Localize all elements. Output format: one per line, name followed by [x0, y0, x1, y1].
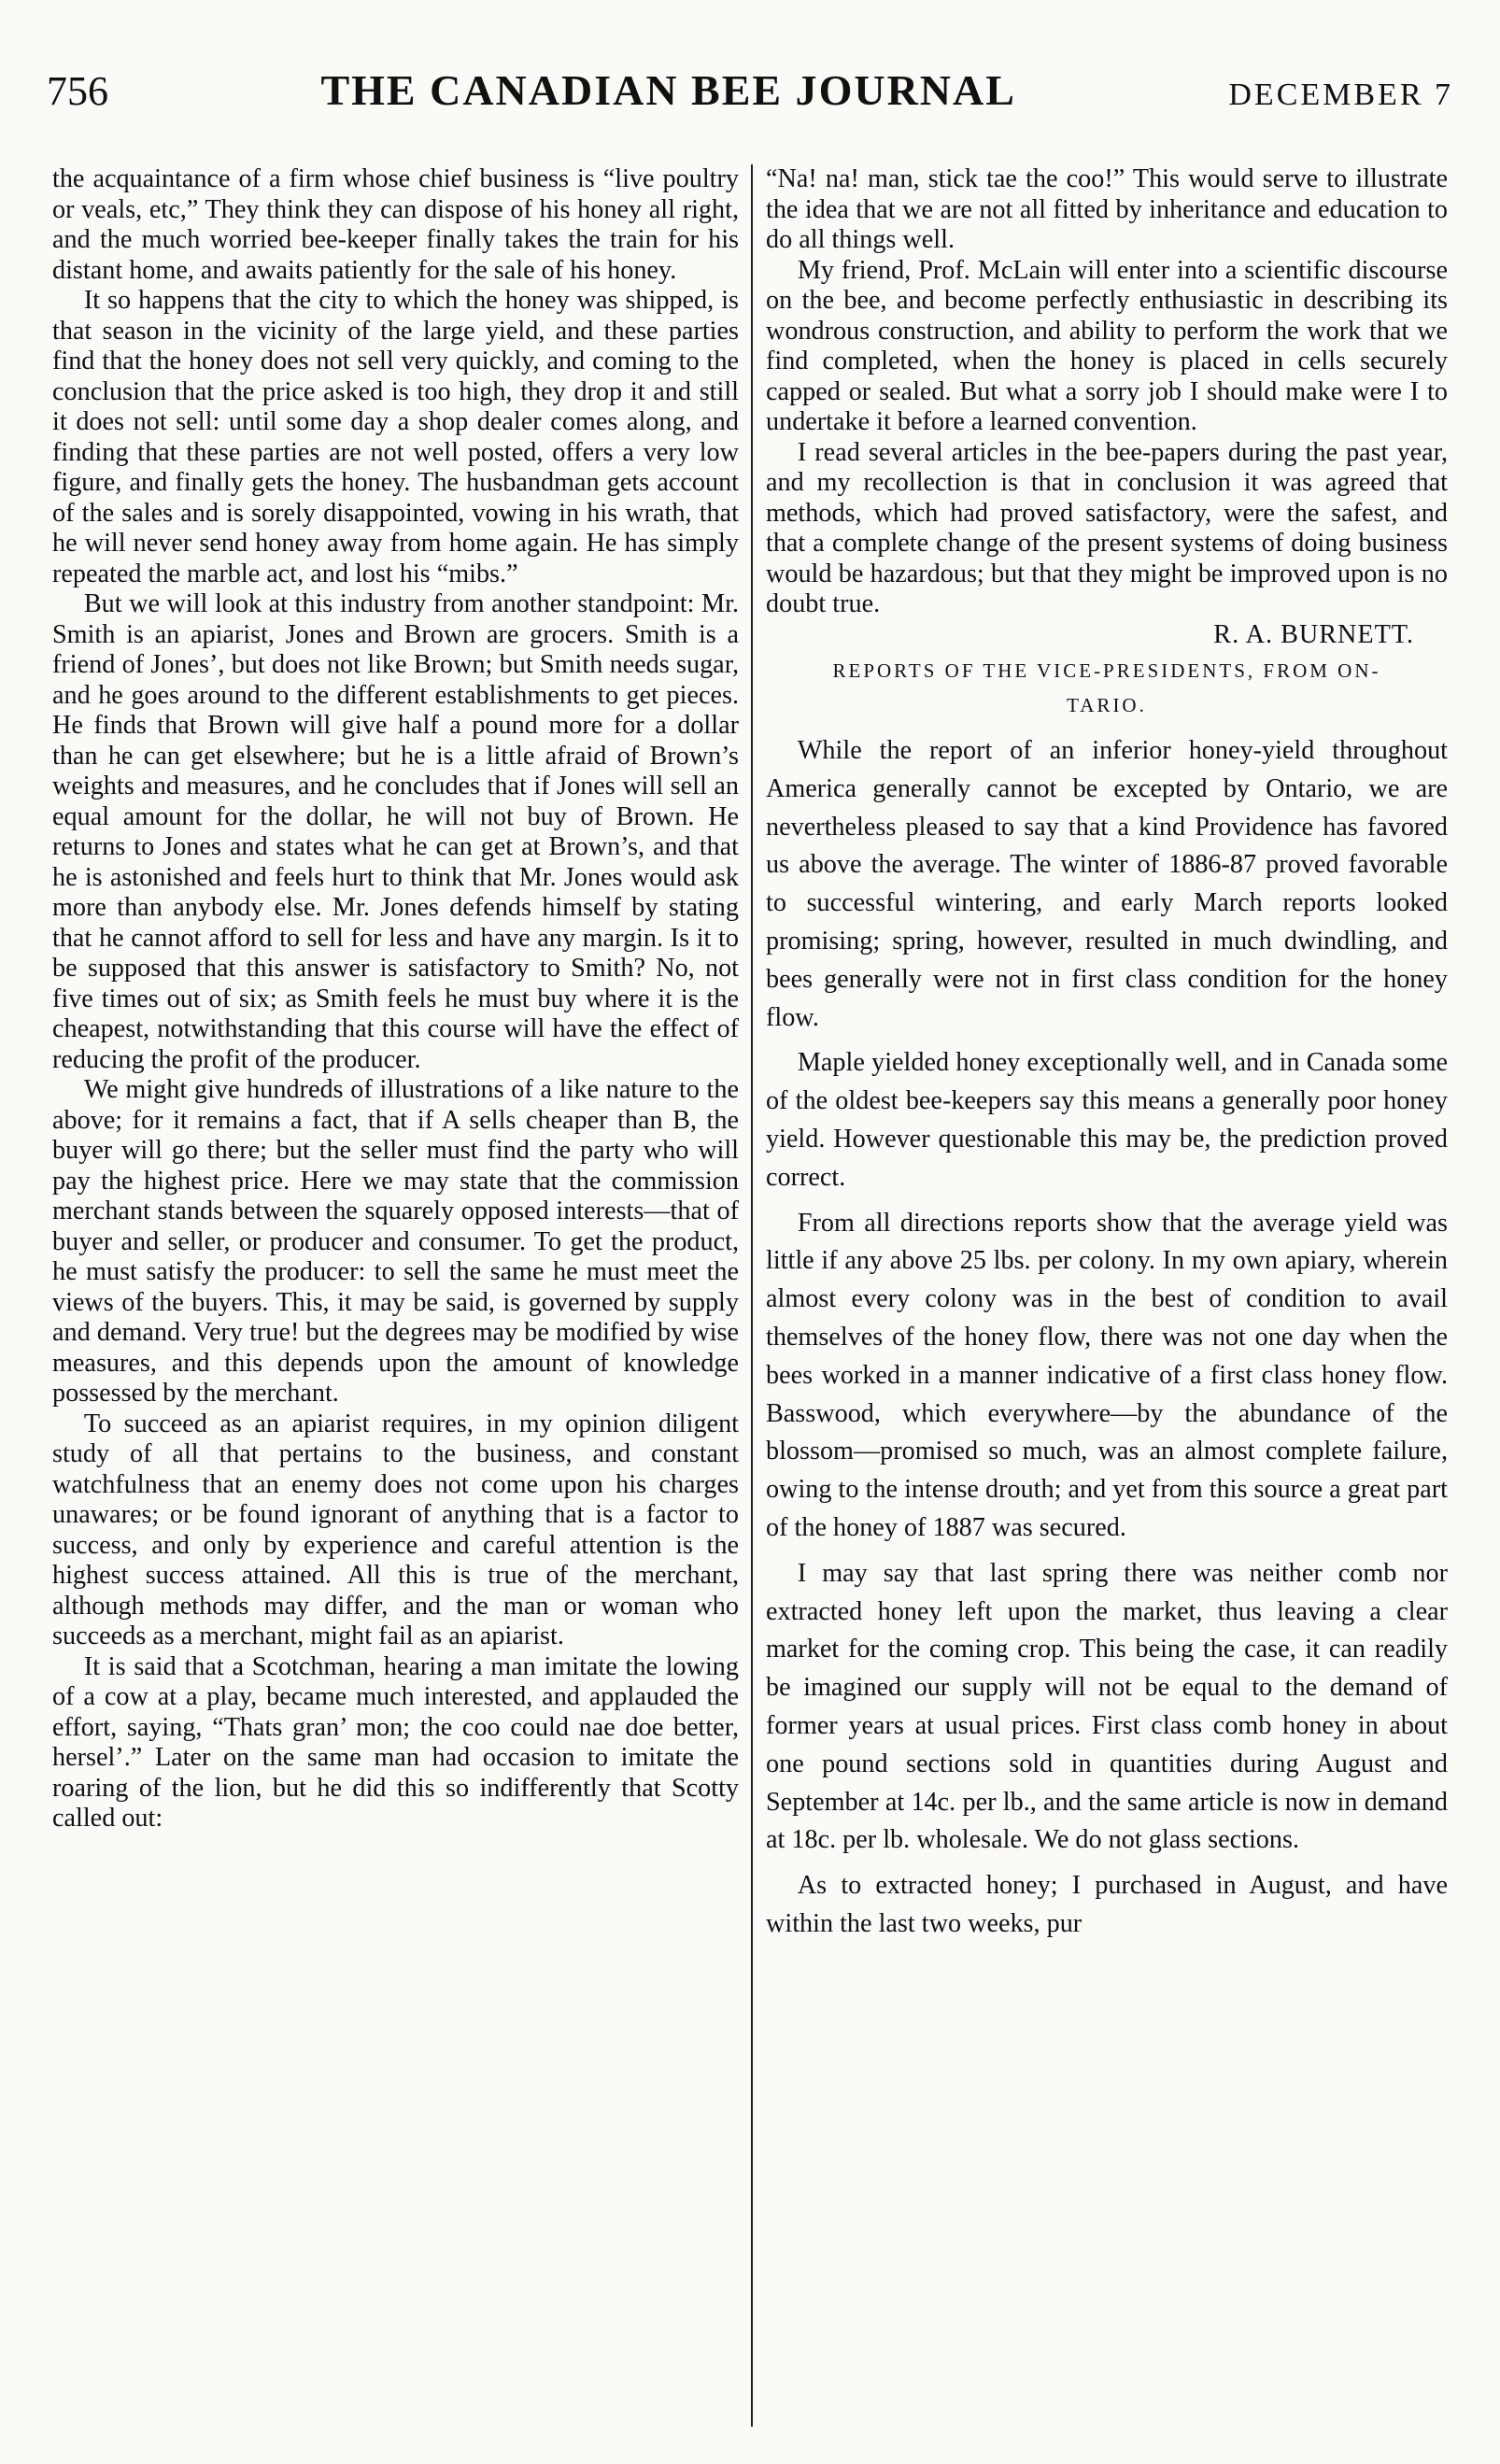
article-paragraph: the acquaintance of a firm whose chief business is “live poultry or veals, etc,” They think they can dispose of his honey all right, and the much worried bee-keeper finally takes the train for his distant home, and awaits patiently for the sale of his honey.	[52, 164, 739, 285]
page-header	[47, 65, 1453, 131]
article-paragraph: It is said that a Scotchman, hearing a man imitate the lowing of a cow at a play, became much interested, and applauded the effort, saying, “Thats gran’ mon; the coo could nae doe better, hersel’.” Later on the same man had occasion to imitate the roaring of the lion, but he did this so indifferently that Scotty called out:	[52, 1651, 739, 1833]
section-heading-line: TARIO.	[1067, 694, 1147, 716]
report-paragraph: As to extracted honey; I purchased in August, and have within the last two weeks, pur	[766, 1871, 1448, 1938]
article-paragraph: My friend, Prof. McLain will enter into a scientific discourse on the bee, and become perfectly enthusiastic in describing its wondrous construction, and ability to perform the work that we find completed, when the honey is placed in cells securely capped or sealed. But what a sorry job I should make were I to undertake it before a learned convention.	[766, 255, 1448, 436]
article-paragraph: It so happens that the city to which the honey was shipped, is that season in the vicinity of the large yield, and these parties find that the honey does not sell very quickly, and coming to the conclusion that the price asked is too high, they drop it and still it does not sell: until some day a shop dealer comes along, and finding that these parties are not well posted, offers a very low figure, and finally gets the honey. The husbandman gets account of the sales and is sorely disappointed, vowing in his wrath, that he will never send honey away from home again. He has simply repeated the marble act, and lost his “mibs.”	[52, 286, 739, 588]
left-column	[52, 164, 739, 2417]
issue-date: DECEMBER 7	[1228, 78, 1453, 112]
report-paragraph: From all directions reports show that the average yield was little if any above 25 lbs. per colony. In my own apiary, wherein almost every colony was in the best of condition to avail themselves of the honey flow, there was not one day when the bees worked in a manner indicative of a first class honey flow. Basswood, which everywhere—by the abundance of the blossom—promised so much, was an almost complete failure, owing to the intense drouth; and yet from this source a great part of the honey of 1887 was secured.	[766, 1208, 1448, 1542]
report-body	[766, 732, 1448, 1944]
journal-title: THE CANADIAN BEE JOURNAL	[320, 66, 1016, 114]
section-heading-line: REPORTS OF THE VICE-PRESIDENTS, FROM ON-	[832, 659, 1381, 682]
report-paragraph: I may say that last spring there was neither comb nor extracted honey left upon the market, thus leaving a clear market for the coming crop. This being the case, it can readily be imagined our supply will not be equal to the demand of former years at usual prices. First class comb honey in about one pound sections sold in quantities during August and September at 14c. per lb., and the same article is now in demand at 18c. per lb. wholesale. We do not glass sections.	[766, 1558, 1448, 1855]
right-column	[766, 164, 1448, 2417]
column-divider	[751, 164, 753, 2427]
section-heading	[766, 654, 1448, 723]
article-paragraph: We might give hundreds of illustrations of a like nature to the above; for it remains a fact, that if A sells cheaper than B, the buyer will go there; but the seller must find the party who will pay the highest price. Here we may state that the commission merchant stands between the squarely opposed interests—that of buyer and seller, or producer and consumer. To get the product, he must satisfy the producer: to sell the same he must meet the views of the buyers. This, it may be said, is governed by supply and demand. Very true! but the degrees may be modified by wise measures, and this depends upon the amount of knowledge possessed by the merchant.	[52, 1075, 739, 1408]
report-paragraph: While the report of an inferior honey-yield throughout America generally cannot be excepted by Ontario, we are nevertheless pleased to say that a kind Providence has favored us above the average. The winter of 1886-87 proved favorable to successful wintering, and early March reports looked promising; spring, however, resulted in much dwindling, and bees generally were not in first class condition for the honey flow.	[766, 736, 1448, 1032]
article-paragraph: I read several articles in the bee-papers during the past year, and my recollection is that in conclusion it was agreed that methods, which had proved satisfactory, were the safest, and that a complete change of the present systems of doing business would be hazardous; but that they might be improved upon is no doubt true.	[766, 437, 1448, 618]
page-number: 756	[47, 68, 108, 114]
author-signature: R. A. BURNETT.	[1213, 619, 1414, 649]
article-paragraph: But we will look at this industry from another standpoint: Mr. Smith is an apiarist, Jones and Brown are grocers. Smith is a friend of Jones’, but does not like Brown; but Smith needs sugar, and he goes around to the different establishments to get pieces. He finds that Brown will give half a pound more for a dollar than he can get elsewhere; but he is a little afraid of Brown’s weights and measures, and he concludes that if Jones will sell an equal amount for the dollar, he will not buy of Brown. He returns to Jones and states what he can get at Brown’s, and that he is astonished and feels hurt to think that Mr. Jones would ask more than anybody else. Mr. Jones defends himself by stating that he cannot afford to sell for less and have any margin. Is it to be supposed that this answer is satisfactory to Smith? No, not five times out of six; as Smith feels he must buy where it is the cheapest, notwithstanding that this course will have the effect of reducing the profit of the producer.	[52, 589, 739, 1074]
article-paragraph: “Na! na! man, stick tae the coo!” This would serve to illustrate the idea that we are not all fitted by inheritance and education to do all things well.	[766, 164, 1448, 254]
report-paragraph: Maple yielded honey exceptionally well, and in Canada some of the oldest bee-keepers say this means a generally poor honey yield. However questionable this may be, the prediction proved correct.	[766, 1048, 1448, 1192]
article-paragraph: To succeed as an apiarist requires, in my opinion diligent study of all that pertains to the business, and constant watchfulness that an enemy does not come upon his charges unawares; or be found ignorant of anything that is a factor to success, and only by experience and careful attention is the highest success attained. All this is true of the merchant, although methods may differ, and the man or woman who succeeds as a merchant, might fail as an apiarist.	[52, 1409, 739, 1650]
